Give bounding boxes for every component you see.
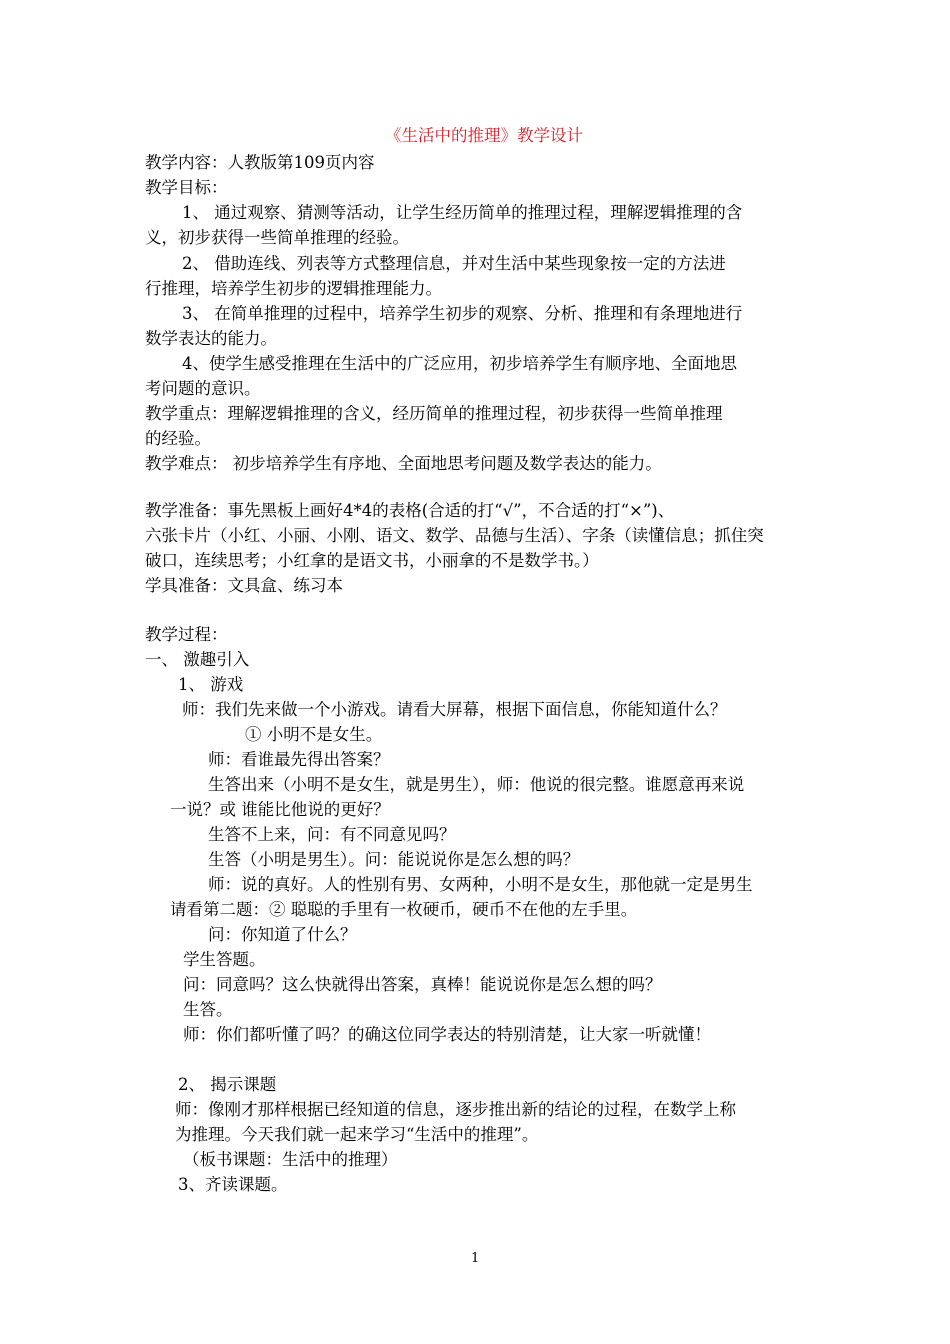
student-answer-1: 生答出来（小明不是女生，就是男生），师：他说的很完整。谁愿意再来说 (208, 775, 745, 794)
student-answer-1-cont: 一说？或 谁能比他说的更好？ (170, 800, 390, 819)
teacher-line-4: 师：你们都听懂了吗？的确这位同学表达的特别清楚，让大家一听就懂！ (183, 1025, 711, 1044)
section-1-heading: 一、 激趣引入 (145, 650, 250, 669)
objective-2-cont: 行推理，培养学生初步的逻辑推理能力。 (145, 279, 442, 298)
objective-1: 1、 通过观察、猜测等活动，让学生经历简单的推理过程，理解逻辑推理的含 (182, 203, 743, 222)
difficult-points: 教学难点： 初步培养学生有序地、全面地思考问题及数学表达的能力。 (145, 454, 662, 473)
teacher-line-1: 师：我们先来做一个小游戏。请看大屏幕，根据下面信息，你能知道什么？ (182, 700, 727, 719)
teacher-line-5: 师：像刚才那样根据已经知道的信息，逐步推出新的结论的过程，在数学上称 (175, 1100, 736, 1119)
document-title: 《生活中的推理》教学设计 (385, 126, 583, 145)
key-points-cont: 的经验。 (145, 429, 211, 448)
objectives-heading: 教学目标： (145, 178, 228, 197)
student-materials: 学具准备：文具盒、练习本 (145, 576, 343, 595)
page-number: 1 (471, 1251, 480, 1266)
teacher-line-5-cont: 为推理。今天我们就一起来学习“生活中的推理”。 (175, 1125, 539, 1144)
key-points: 教学重点：理解逻辑推理的含义，经历简单的推理过程，初步获得一些简单推理 (145, 404, 723, 423)
step-1-game: 1、 游戏 (178, 675, 244, 694)
question-1: ① 小明不是女生。 (245, 725, 383, 744)
objective-1-cont: 义，初步获得一些简单推理的经验。 (145, 228, 409, 247)
teaching-content: 教学内容：人教版第109页内容 (145, 153, 375, 172)
teacher-line-3: 师：说的真好。人的性别有男、女两种，小明不是女生，那他就一定是男生 (208, 875, 753, 894)
step-2-topic: 2、 揭示课题 (178, 1075, 277, 1094)
student-answer-2: 生答不上来，问：有不同意见吗？ (208, 825, 456, 844)
step-3-read: 3、齐读课题。 (178, 1175, 288, 1194)
preparation-cont-1: 六张卡片（小红、小丽、小刚、语文、数学、品德与生活）、字条（读懂信息；抓住突 (145, 526, 764, 545)
student-answer-5: 生答。 (183, 1000, 233, 1019)
objective-3-cont: 数学表达的能力。 (145, 329, 277, 348)
objective-4-cont: 考问题的意识。 (145, 379, 261, 398)
objective-4: 4、使学生感受推理在生活中的广泛应用，初步培养学生有顺序地、全面地思 (182, 354, 737, 373)
objective-3: 3、 在简单推理的过程中，培养学生初步的观察、分析、推理和有条理地进行 (182, 304, 743, 323)
process-heading: 教学过程： (145, 625, 228, 644)
teacher-question-2: 问：同意吗？这么快就得出答案，真棒！能说说你是怎么想的吗？ (183, 975, 662, 994)
preparation: 教学准备：事先黑板上画好4*4的表格(合适的打“√”，不合适的打“×”)、 (145, 501, 675, 520)
teacher-question: 问：你知道了什么？ (208, 925, 357, 944)
objective-2: 2、 借助连线、列表等方式整理信息，并对生活中某些现象按一定的方法进 (182, 254, 726, 273)
student-answer-3: 生答（小明是男生）。问：能说说你是怎么想的吗？ (208, 850, 580, 869)
board-note: （板书课题：生活中的推理） (183, 1150, 398, 1169)
preparation-cont-2: 破口，连续思考；小红拿的是语文书，小丽拿的不是数学书。） (145, 551, 599, 570)
question-2: 请看第二题：② 聪聪的手里有一枚硬币，硬币不在他的左手里。 (170, 900, 638, 919)
student-answer-4: 学生答题。 (183, 950, 266, 969)
teacher-line-2: 师：看谁最先得出答案？ (208, 750, 390, 769)
